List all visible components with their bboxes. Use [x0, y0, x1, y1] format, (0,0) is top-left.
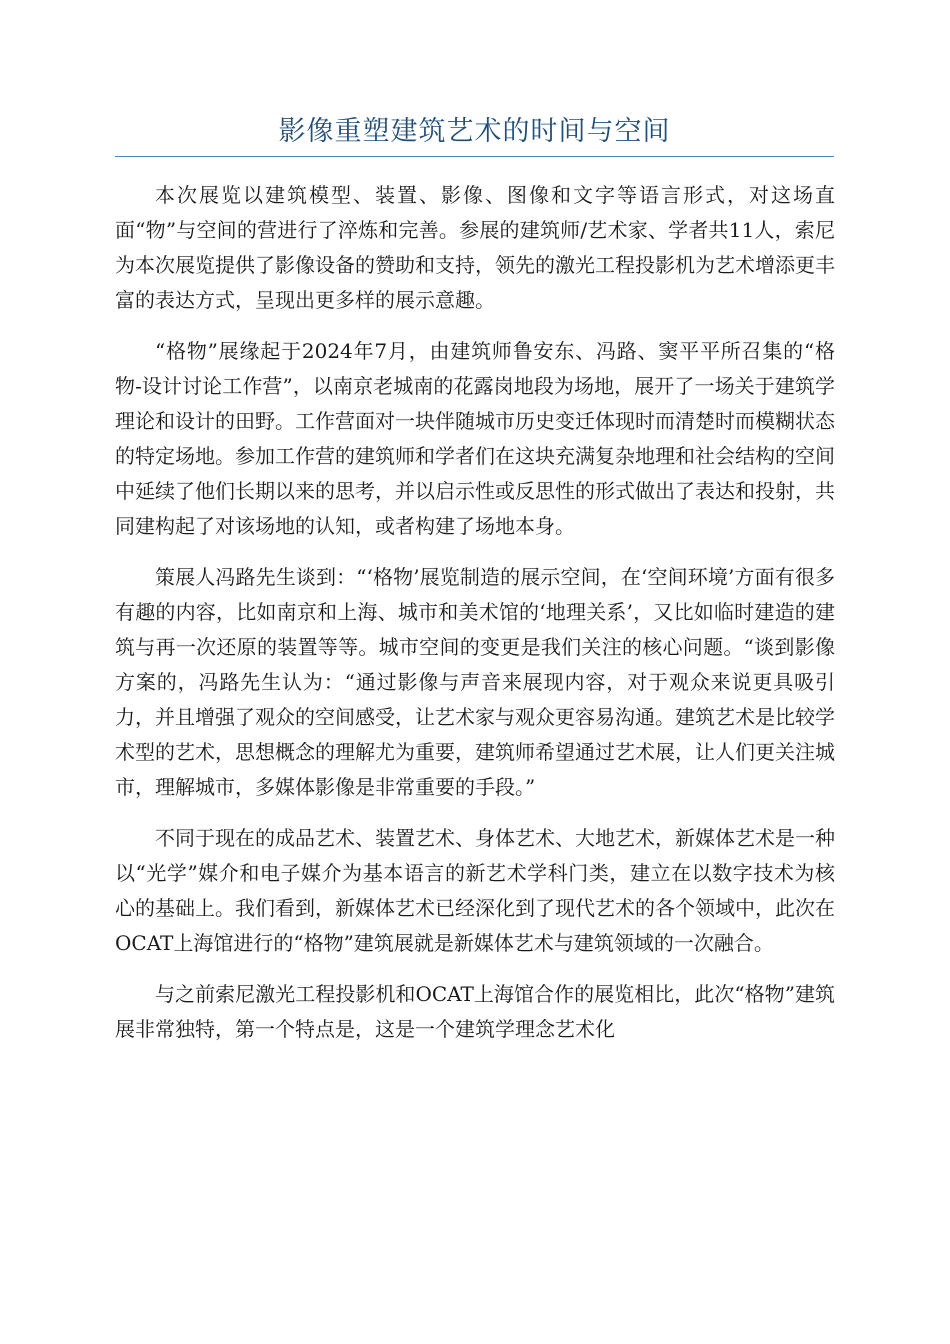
- paragraph-2: “格物”展缘起于2024年7月，由建筑师鲁安东、冯路、窦平平所召集的“格物-设计讨论工作营”，以南京老城南的花露岗地段为场地，展开了一场关于建筑学理论和设计的田野。工作营面对一块伴随城市历史变迁体现时而清楚时而模糊状态的特定场地。参加工作营的建筑师和学者们在这块充满复杂地理和社会结构的空间中延续了他们长期以来的思考，并以启示性或反思性的形式做出了表达和投射，共同建构起了对该场地的认知，或者构建了场地本身。: [115, 339, 835, 538]
- document-title: 影像重塑建筑艺术的时间与空间: [278, 116, 671, 147]
- article-body: [115, 178, 835, 1063]
- paragraph-4: 不同于现在的成品艺术、装置艺术、身体艺术、大地艺术，新媒体艺术是一种以“光学”媒介和电子媒介为基本语言的新艺术学科门类，建立在以数字技术为核心的基础上。我们看到，新媒体艺术已经深化到了现代艺术的各个领域中，此次在OCAT上海馆进行的“格物”建筑展就是新媒体艺术与建筑领域的一次融合。: [115, 826, 835, 955]
- title-underline: [115, 112, 834, 157]
- paragraph-5: 与之前索尼激光工程投影机和OCAT上海馆合作的展览相比，此次“格物”建筑展非常独特，第一个特点是，这是一个建筑学理念艺术化: [115, 982, 835, 1041]
- paragraph-1: 本次展览以建筑模型、装置、影像、图像和文字等语言形式，对这场直面“物”与空间的营进行了淬炼和完善。参展的建筑师/艺术家、学者共11人，索尼为本次展览提供了影像设备的赞助和支持，领先的激光工程投影机为艺术增添更丰富的表达方式，呈现出更多样的展示意趣。: [115, 183, 835, 312]
- paragraph-3: 策展人冯路先生谈到：“‘格物’展览制造的展示空间，在‘空间环境’方面有很多有趣的内容，比如南京和上海、城市和美术馆的‘地理关系’，又比如临时建造的建筑与再一次还原的装置等等。城市空间的变更是我们关注的核心问题。“谈到影像方案的，冯路先生认为：“通过影像与声音来展现内容，对于观众来说更具吸引力，并且增强了观众的空间感受，让艺术家与观众更容易沟通。建筑艺术是比较学术型的艺术，思想概念的理解尤为重要，建筑师希望通过艺术展，让人们更关注城市，理解城市，多媒体影像是非常重要的手段。”: [115, 565, 835, 799]
